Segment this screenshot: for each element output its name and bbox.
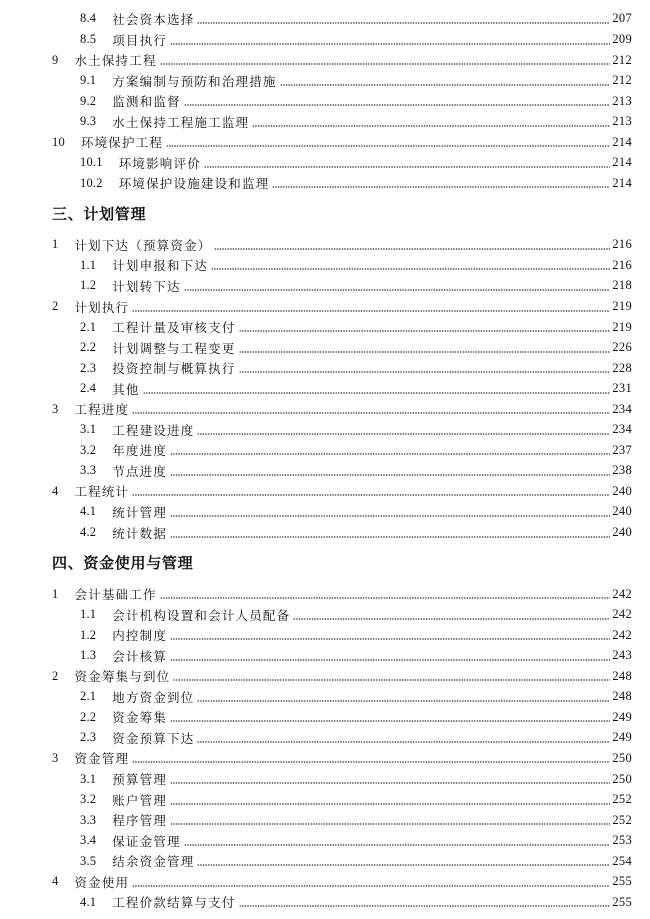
toc-entry-title: 账户管理 (112, 793, 168, 808)
toc-entry-number: 8.5 (80, 32, 97, 46)
toc-entry-title: 资金使用 (74, 875, 130, 890)
toc-dot-leader (272, 186, 610, 188)
toc-entry (52, 851, 632, 872)
toc-dot-leader (170, 659, 610, 661)
toc-entry (52, 153, 632, 174)
toc-entry-page: 216 (612, 257, 632, 272)
toc-entry-page: 240 (612, 483, 632, 498)
toc-dot-leader (132, 412, 610, 414)
toc-dot-leader (170, 803, 610, 805)
toc-entry-title: 计划下达（预算资金） (74, 238, 212, 253)
toc-entry-number: 2.4 (80, 381, 97, 396)
toc-entry-page: 212 (612, 73, 632, 88)
toc-entry-title: 会计机构设置和会计人员配备 (112, 608, 291, 623)
toc-entry-number: 1.2 (80, 278, 97, 293)
toc-entry-page: 214 (612, 155, 632, 170)
toc-entry-title: 年度进度 (112, 444, 168, 459)
toc-entry-page: 255 (612, 894, 632, 909)
toc-entry-number: 1 (52, 586, 59, 601)
toc-entry-title: 资金管理 (74, 752, 130, 767)
toc-entry (52, 584, 632, 605)
toc-entry-title: 工程统计 (74, 485, 130, 500)
toc-dot-leader (197, 741, 610, 743)
toc-entry (52, 748, 632, 769)
toc-dot-leader (170, 823, 610, 825)
toc-entry-page: 226 (612, 340, 632, 355)
toc-entry-title: 统计管理 (112, 505, 168, 520)
toc-entry-page: 216 (612, 237, 632, 252)
toc-entry (52, 420, 632, 441)
toc-entry-page: 237 (612, 442, 632, 457)
toc-entry (52, 440, 632, 461)
toc-entry-number: 2 (52, 299, 59, 314)
toc-entry-number: 2.3 (80, 730, 97, 745)
toc-entry (52, 132, 632, 153)
toc-entry-number: 4 (52, 483, 59, 498)
toc-entry (52, 871, 632, 892)
toc-entry-page: 242 (612, 627, 632, 642)
section-heading: 三、计划管理 (52, 207, 147, 224)
toc-dot-leader (143, 392, 611, 394)
toc-entry-number: 3.2 (80, 442, 97, 457)
toc-entry-title: 节点进度 (112, 464, 168, 479)
toc-dot-leader (252, 125, 610, 127)
toc-entry-number: 4.2 (80, 525, 97, 540)
toc-entry-page: 213 (612, 93, 632, 108)
toc-entry-page: 248 (612, 668, 632, 683)
toc-entry (52, 666, 632, 687)
toc-entry-number: 3.3 (80, 463, 97, 478)
toc-dot-leader (184, 844, 611, 846)
toc-entry-page: 255 (612, 874, 632, 889)
toc-entry-title: 工程计量及审核支付 (112, 321, 236, 336)
toc-entry-title: 会计基础工作 (74, 588, 157, 603)
toc-entry-title: 内控制度 (112, 629, 168, 644)
toc-entry-title: 地方资金到位 (112, 690, 195, 705)
toc-entry-page: 228 (612, 360, 632, 375)
toc-entry (52, 255, 632, 276)
toc-entry (52, 50, 632, 71)
toc-entry-title: 项目执行 (112, 33, 168, 48)
toc-dot-leader (184, 104, 611, 106)
toc-dot-leader (197, 433, 610, 435)
toc-entry (52, 625, 632, 646)
toc-entry-page: 249 (612, 709, 632, 724)
toc-entry (52, 810, 632, 831)
toc-entry-title: 工程进度 (74, 403, 130, 418)
toc-entry-page: 207 (612, 11, 632, 26)
toc-entry-page: 249 (612, 730, 632, 745)
toc-entry (52, 9, 632, 30)
toc-entry (52, 830, 632, 851)
toc-dot-leader (170, 782, 610, 784)
toc-entry-title: 方案编制与预防和治理措施 (112, 74, 277, 89)
toc-entry-number: 1.2 (80, 627, 97, 642)
toc-entry-title: 计划转下达 (112, 279, 181, 294)
toc-entry-number: 9 (52, 52, 59, 67)
toc-entry-page: 248 (612, 689, 632, 704)
toc-entry-number: 2.1 (80, 319, 97, 334)
toc-entry-number: 3.3 (80, 812, 97, 827)
toc-dot-leader (170, 453, 610, 455)
toc-entry (52, 358, 632, 379)
toc-entry (52, 687, 632, 708)
toc-entry-title: 水土保持工程施工监理 (112, 115, 250, 130)
toc-entry (52, 111, 632, 132)
toc-entry-number: 2.3 (80, 360, 97, 375)
toc-entry-page: 212 (612, 52, 632, 67)
toc-entry-page: 218 (612, 278, 632, 293)
toc-entry (52, 276, 632, 297)
toc-entry-title: 监测和监督 (112, 95, 181, 110)
toc-entry-page: 252 (612, 812, 632, 827)
toc-entry-title: 环境保护工程 (80, 136, 164, 151)
toc-dot-leader (173, 679, 610, 681)
toc-entry-number: 10.1 (80, 155, 103, 170)
toc-entry (52, 461, 632, 482)
toc-entry (52, 29, 632, 50)
toc-dot-leader (197, 864, 610, 866)
toc-entry (52, 378, 632, 399)
toc-entry-title: 资金筹集 (112, 711, 168, 726)
toc-entry-page: 240 (612, 525, 632, 540)
toc-dot-leader (170, 720, 610, 722)
toc-entry-page: 219 (612, 299, 632, 314)
toc-entry (52, 892, 632, 913)
toc-entry-title: 投资控制与概算执行 (112, 362, 236, 377)
toc-entry-page: 213 (612, 114, 632, 129)
toc-entry-number: 2.2 (80, 709, 97, 724)
toc-entry-title: 计划执行 (74, 300, 130, 315)
toc-entry-page: 231 (612, 381, 632, 396)
toc-entry-page: 238 (612, 463, 632, 478)
toc-entry-page: 209 (612, 32, 632, 46)
toc-entry (52, 173, 632, 194)
toc-entry-number: 4.1 (80, 894, 97, 909)
toc-entry-title: 工程建设进度 (112, 423, 195, 438)
toc-dot-leader (160, 63, 611, 65)
toc-dot-leader (239, 905, 611, 907)
table-of-contents (52, 9, 632, 913)
toc-entry (52, 70, 632, 91)
toc-entry-number: 9.1 (80, 73, 97, 88)
toc-dot-leader (170, 536, 610, 538)
toc-entry-title: 资金预算下达 (112, 731, 195, 746)
toc-dot-leader (197, 22, 610, 24)
toc-dot-leader (166, 145, 610, 147)
toc-entry (52, 337, 632, 358)
toc-entry (52, 728, 632, 749)
toc-entry-title: 预算管理 (112, 773, 168, 787)
toc-dot-leader (170, 638, 610, 640)
toc-entry-title: 统计数据 (112, 526, 168, 541)
toc-entry-page: 242 (612, 586, 632, 601)
toc-entry-title: 计划申报和下达 (112, 259, 209, 274)
toc-dot-leader (132, 761, 610, 763)
toc-dot-leader (197, 700, 610, 702)
toc-dot-leader (132, 885, 610, 887)
toc-entry-number: 8.4 (80, 11, 97, 26)
toc-entry-number: 3 (52, 401, 59, 416)
toc-entry-number: 3 (52, 750, 59, 765)
toc-entry (52, 604, 632, 625)
toc-dot-leader (170, 515, 610, 517)
toc-entry-title: 水土保持工程 (74, 54, 157, 69)
toc-entry-title: 其他 (112, 382, 140, 397)
toc-entry-page: 254 (612, 853, 632, 868)
toc-entry-title: 环境保护设施建设和监理 (118, 177, 270, 192)
toc-entry-title: 资金筹集与到位 (74, 670, 171, 685)
toc-entry-number: 1.1 (80, 257, 97, 272)
toc-entry-page: 252 (612, 792, 632, 807)
toc-dot-leader (214, 248, 610, 250)
toc-entry-number: 2.2 (80, 340, 97, 355)
toc-entry-page: 234 (612, 401, 632, 416)
toc-entry-number: 1.3 (80, 648, 97, 663)
toc-entry (52, 91, 632, 112)
toc-entry-page: 243 (612, 648, 632, 663)
toc-entry (52, 707, 632, 728)
toc-entry-page: 214 (612, 134, 632, 149)
toc-dot-leader (239, 351, 611, 353)
toc-entry-number: 3.1 (80, 422, 97, 437)
toc-entry (52, 399, 632, 420)
toc-dot-leader (170, 43, 610, 45)
toc-entry (52, 522, 632, 543)
toc-entry-number: 9.3 (80, 114, 97, 129)
toc-entry-number: 3.5 (80, 853, 97, 868)
toc-dot-leader (160, 597, 611, 599)
toc-dot-leader (280, 84, 611, 86)
toc-entry (52, 235, 632, 256)
toc-dot-leader (132, 494, 610, 496)
toc-entry-page: 250 (612, 750, 632, 765)
toc-dot-leader (293, 618, 610, 620)
toc-entry-number: 2 (52, 668, 59, 683)
toc-entry-number: 3.4 (80, 833, 97, 848)
section-heading: 四、资金使用与管理 (52, 556, 194, 573)
toc-entry-page: 234 (612, 422, 632, 437)
toc-entry-title: 计划调整与工程变更 (112, 341, 236, 356)
toc-dot-leader (239, 371, 611, 373)
toc-entry (52, 317, 632, 338)
toc-entry (52, 789, 632, 810)
toc-entry-page: 219 (612, 319, 632, 334)
toc-entry-number: 1.1 (80, 607, 97, 622)
toc-entry-title: 会计核算 (112, 649, 168, 664)
toc-dot-leader (204, 166, 610, 168)
toc-entry (52, 645, 632, 666)
toc-entry-number: 3.2 (80, 792, 97, 807)
toc-entry-number: 10.2 (80, 175, 103, 190)
toc-dot-leader (211, 268, 610, 270)
toc-entry (52, 769, 632, 790)
toc-entry-page: 250 (612, 771, 632, 786)
toc-entry (52, 481, 632, 502)
toc-entry-page: 242 (612, 607, 632, 622)
toc-entry-title: 工程价款结算与支付 (112, 896, 236, 911)
toc-entry-number: 10 (52, 134, 65, 149)
toc-entry-title: 保证金管理 (112, 834, 181, 849)
toc-entry-number: 3.1 (80, 771, 97, 786)
toc-entry-page: 253 (612, 833, 632, 848)
toc-entry-title: 环境影响评价 (118, 156, 201, 171)
toc-entry-page: 240 (612, 504, 632, 519)
toc-entry-number: 2.1 (80, 689, 97, 704)
toc-entry-title: 社会资本选择 (112, 12, 195, 27)
toc-entry (52, 296, 632, 317)
toc-entry-title: 结余资金管理 (112, 855, 195, 870)
toc-entry-number: 1 (52, 237, 59, 252)
toc-entry-title: 程序管理 (112, 814, 168, 829)
toc-dot-leader (184, 289, 611, 291)
toc-entry (52, 502, 632, 523)
toc-entry-number: 9.2 (80, 93, 97, 108)
toc-entry-number: 4.1 (80, 504, 97, 519)
toc-entry-number: 4 (52, 874, 59, 889)
toc-entry-page: 214 (612, 175, 632, 190)
toc-dot-leader (170, 474, 610, 476)
toc-dot-leader (132, 310, 610, 312)
toc-dot-leader (239, 330, 611, 332)
